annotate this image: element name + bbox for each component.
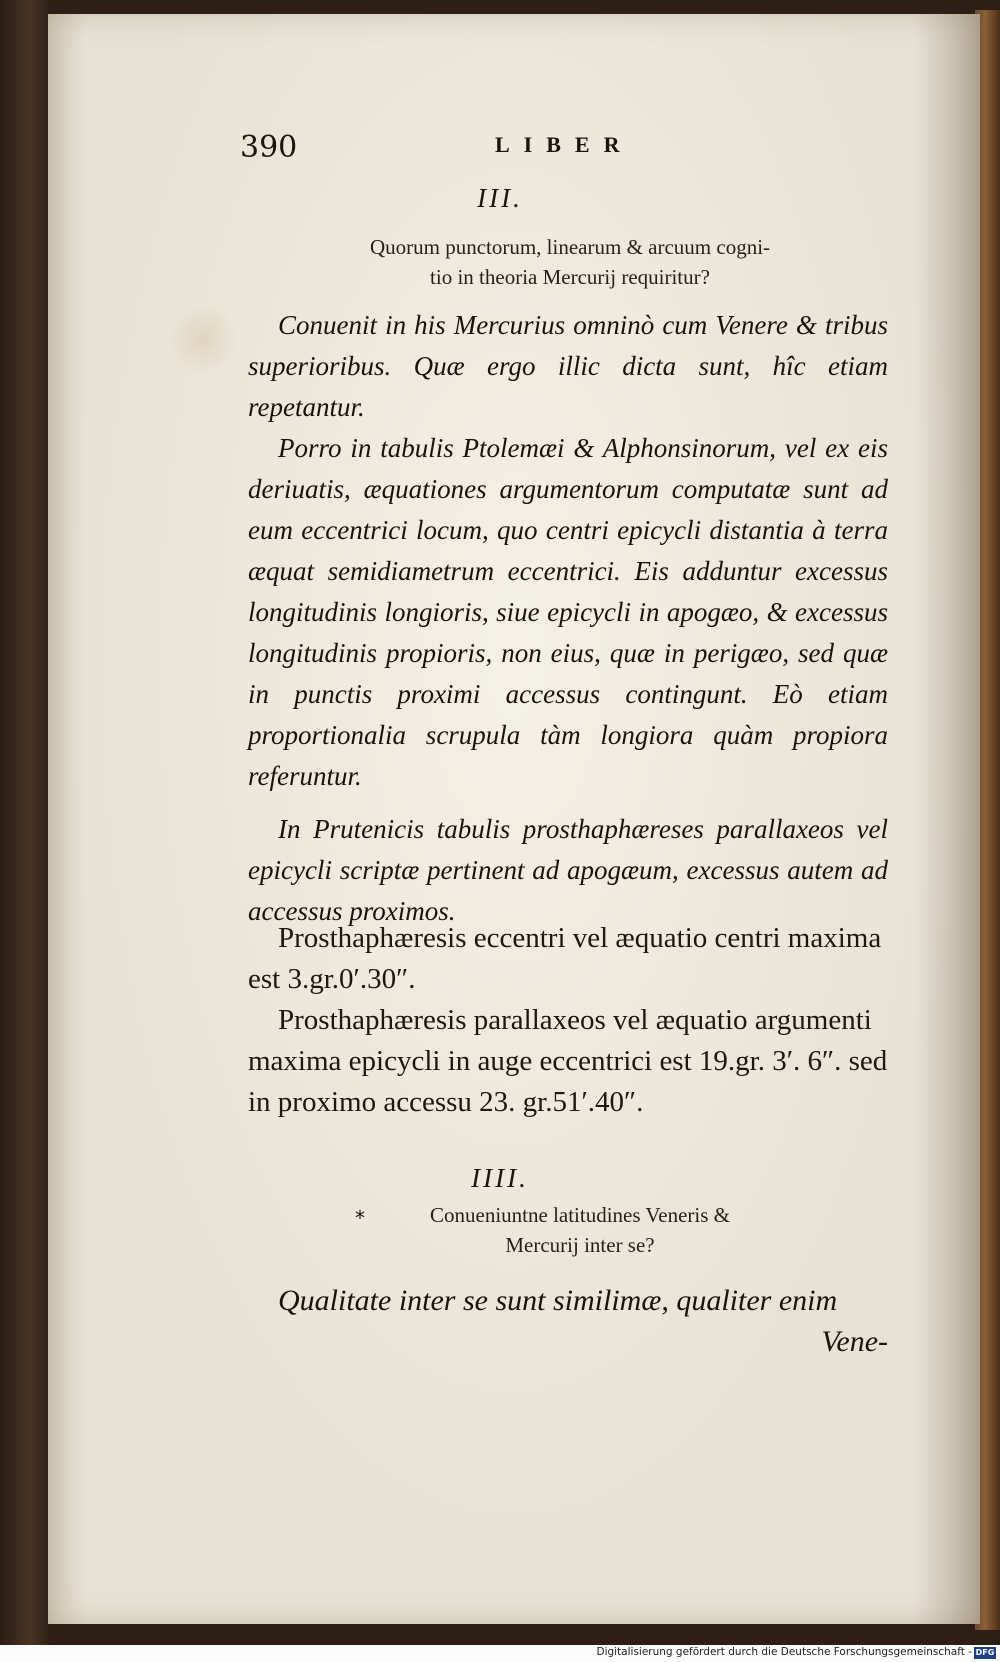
answer-4	[248, 1280, 888, 1362]
answer-3-paragraph-4: Prosthaphæresis eccentri vel æquatio centri maxima est 3.gr.0′.30″.	[248, 922, 882, 995]
question-title-3-line2: tio in theoria Mercurij requiritur?	[430, 265, 710, 289]
page-header	[240, 130, 880, 170]
footer-credit: Digitalisierung gefördert durch die Deutsche Forschungsgemeinschaft -	[596, 1646, 972, 1658]
answer-3-paragraph-3: In Prutenicis tabulis prosthaphæreses parallaxeos vel epicycli scriptæ pertinent ad apogæum, excessus autem ad accessus proximos.	[248, 814, 888, 926]
answer-3-paragraph-1: Conuenit in his Mercurius omninò cum Venere & tribus superioribus. Quæ ergo illic dicta sunt, hîc etiam repetantur.	[248, 310, 888, 422]
question-title-4-line1: Conueniuntne latitudines Veneris &	[430, 1203, 730, 1227]
question-number-4: IIII.	[471, 1163, 529, 1193]
answer-3-paragraph-2: Porro in tabulis Ptolemæi & Alphonsinorum, vel ex eis deriuatis, æquationes argumentorum computatæ sunt ad eum eccentrici locum, quo centri epicycli distantia à terra æquat semidiametrum eccentrici. Eis adduntur excessus longitudinis longioris, siue epicycli in apogæo, & excessus longitudinis propioris, non eius, quæ in perigæo, sed quæ in punctis proximi accessus contingunt. Eò etiam proportionalia scrupula tàm longiora quàm propiora referuntur.	[248, 433, 888, 791]
question-title-4-line2: Mercurij inter se?	[505, 1233, 655, 1257]
question-title-3	[260, 232, 880, 292]
question-title-3-line1: Quorum punctorum, linearum & arcuum cogni-	[369, 235, 771, 259]
question-title-4	[370, 1200, 790, 1260]
question-number-3: III.	[477, 183, 523, 213]
catchword: Vene-	[821, 1325, 888, 1358]
answer-3-italic	[248, 305, 888, 932]
running-head: LIBER	[495, 132, 634, 157]
dfg-logo-icon: DFG	[975, 1648, 995, 1657]
asterisk-marker: *	[355, 1206, 365, 1230]
page-number: 390	[240, 130, 298, 165]
paper-stain	[168, 304, 238, 374]
answer-3-paragraph-5: Prosthaphæresis parallaxeos vel æquatio argumenti maxima epicycli in auge eccentrici est 19.gr. 3′. 6″. sed in proximo accessu 23. gr.51′.40″.	[248, 1004, 888, 1118]
answer-3-roman	[248, 918, 888, 1123]
answer-4-paragraph-1: Qualitate inter se sunt similimæ, qualiter enim	[278, 1284, 838, 1317]
